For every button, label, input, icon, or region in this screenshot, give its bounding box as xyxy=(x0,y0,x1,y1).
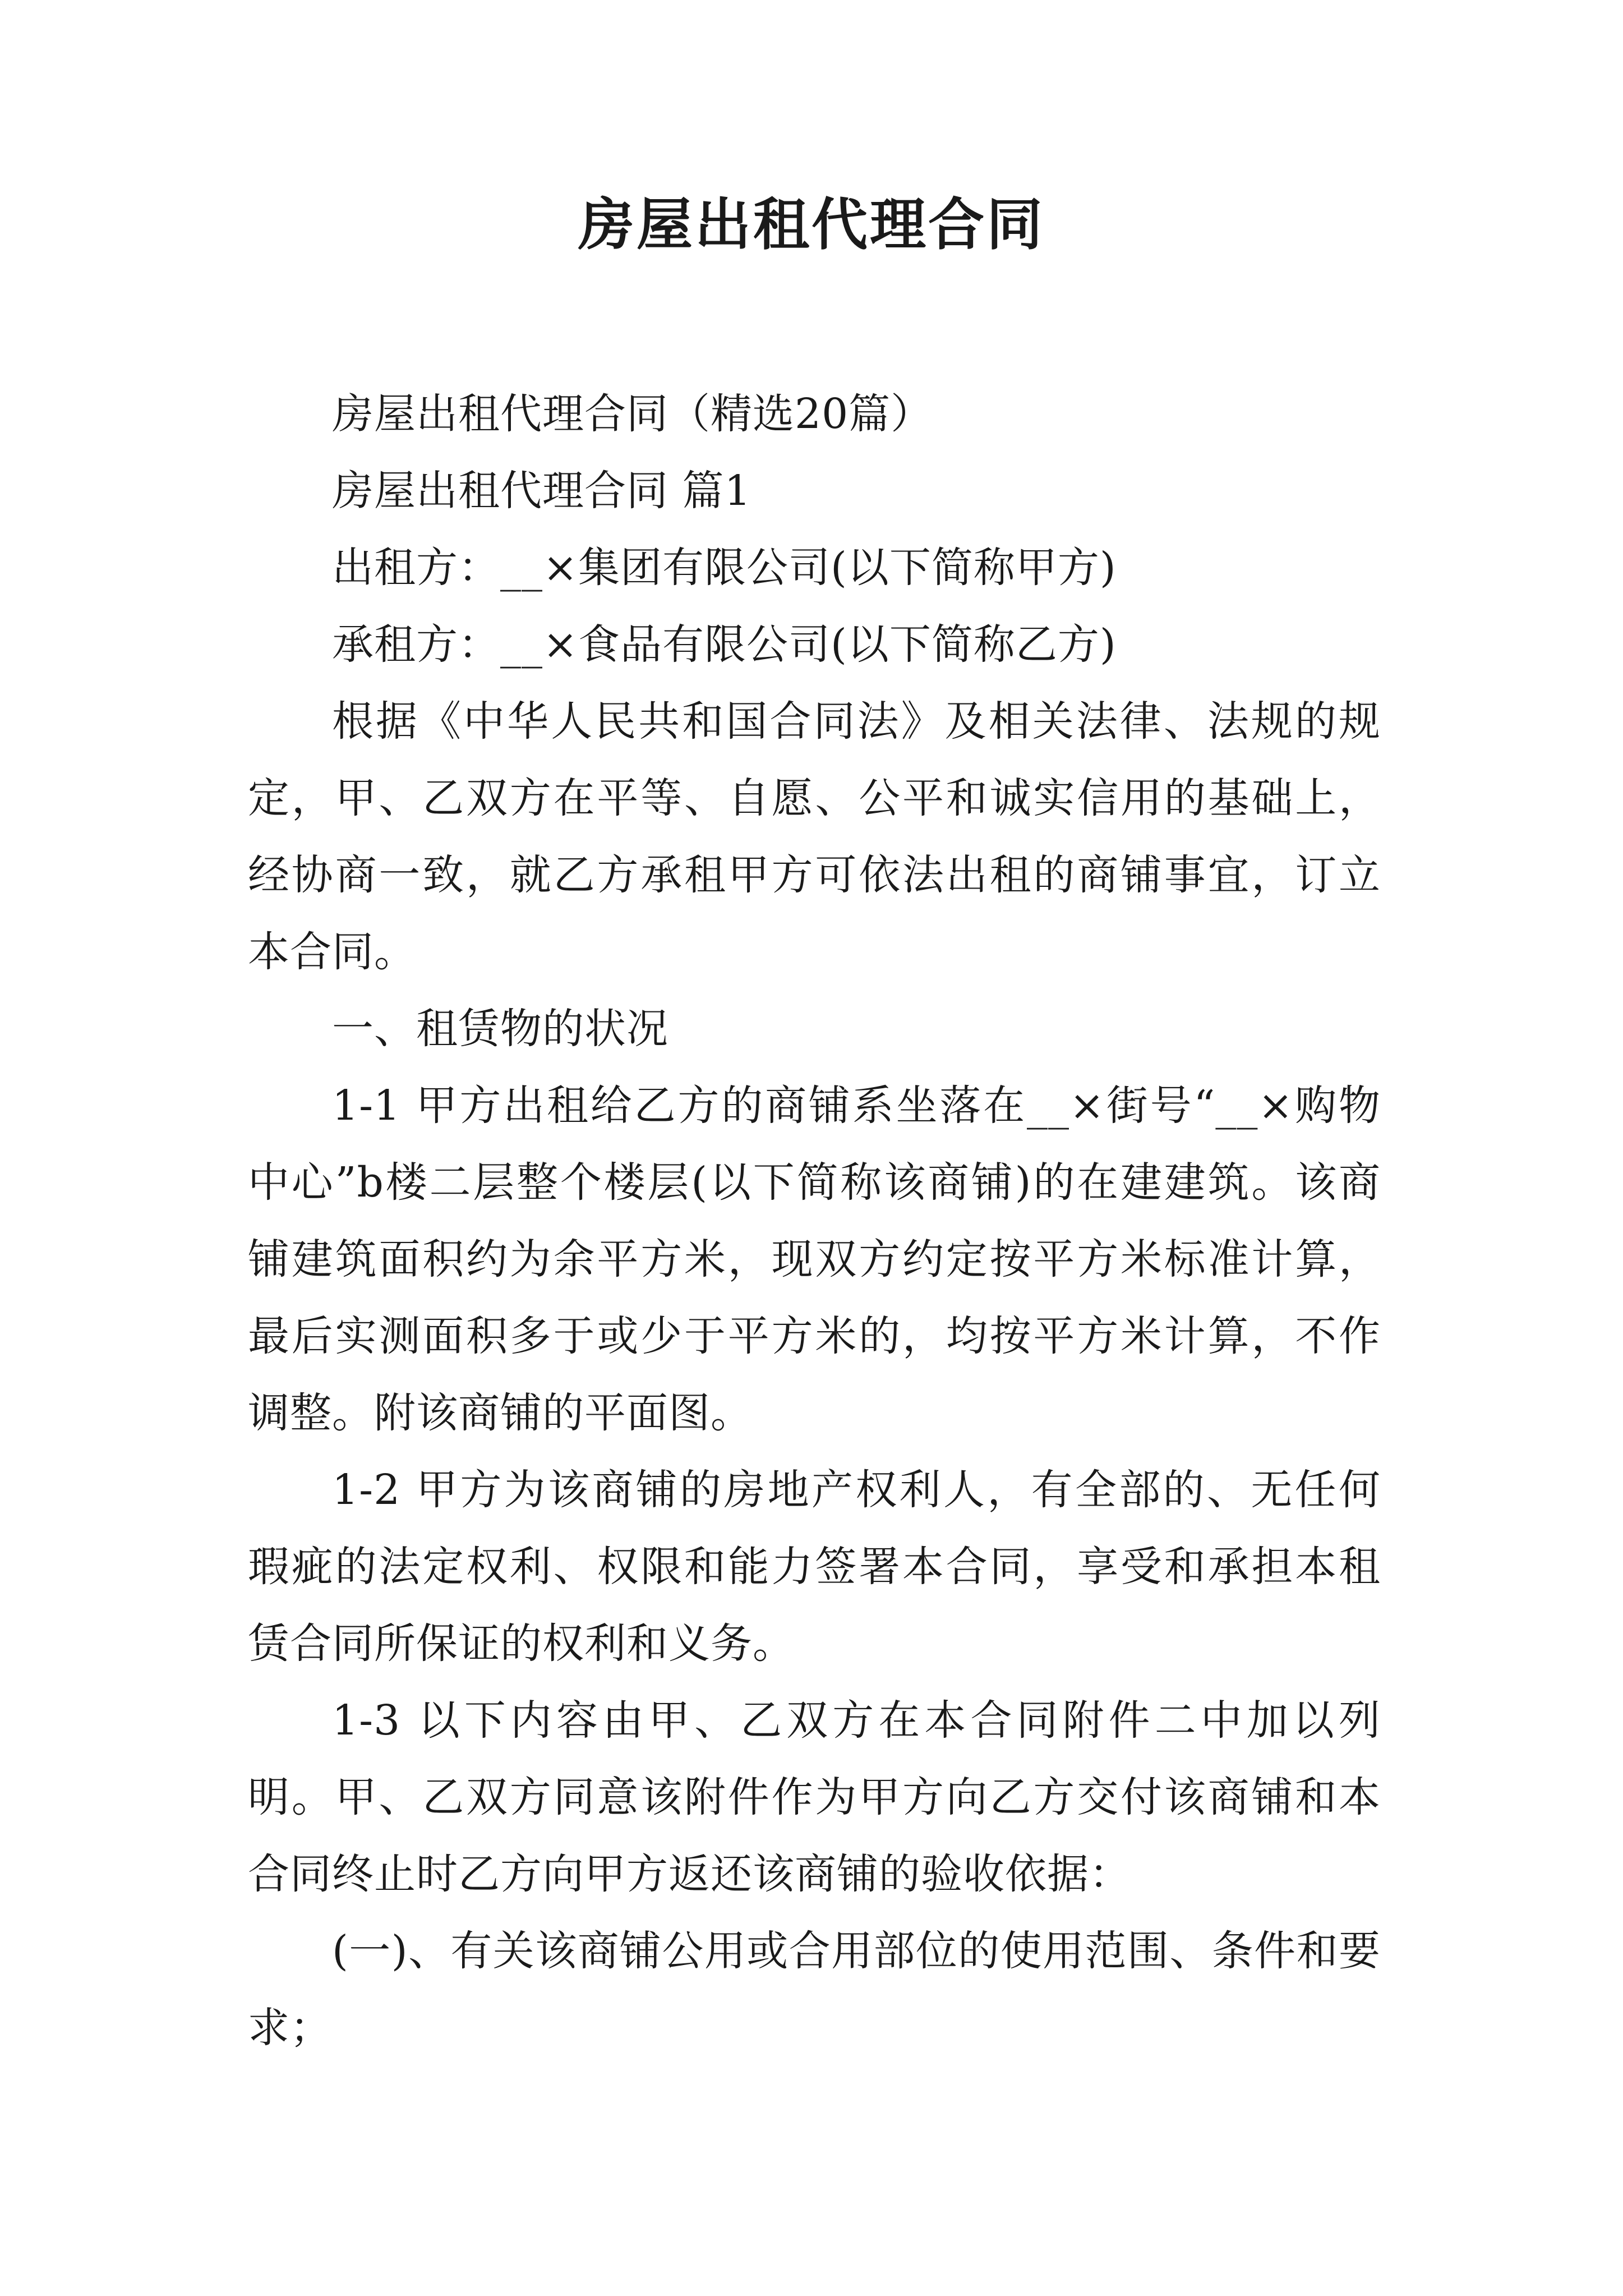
paragraph-preamble: 根据《中华人民共和国合同法》及相关法律、法规的规定，甲、乙双方在平等、自愿、公平和诚实信用的基础上，经协商一致，就乙方承租甲方可依法出租的商铺事宜，订立本合同。 xyxy=(248,697,1381,976)
paragraph-clause-1-1: 1-1 甲方出租给乙方的商铺系坐落在__×街号“__×购物中心”b楼二层整个楼层(以下简称该商铺)的在建建筑。该商铺建筑面积约为余平方米，现双方约定按平方米标准计算，最后实测面积多于或少于平方米的，均按平方米计算，不作调整。附该商铺的平面图。 xyxy=(248,1082,1381,1437)
paragraph-item-1: (一)、有关该商铺公用或合用部位的使用范围、条件和要求； xyxy=(248,1927,1381,2052)
paragraph-subtitle: 房屋出租代理合同（精选20篇） xyxy=(332,390,933,438)
document-title: 房屋出租代理合同 xyxy=(578,191,1045,257)
document-body xyxy=(248,376,1381,2067)
paragraph-clause-1-2: 1-2 甲方为该商铺的房地产权利人，有全部的、无任何瑕疵的法定权利、权限和能力签署本合同，享受和承担本租赁合同所保证的权利和义务。 xyxy=(248,1466,1381,1668)
paragraph-clause-1-3: 1-3 以下内容由甲、乙双方在本合同附件二中加以列明。甲、乙双方同意该附件作为甲方向乙方交付该商铺和本合同终止时乙方向甲方返还该商铺的验收依据： xyxy=(248,1696,1381,1898)
paragraph-lessor: 出租方：__×集团有限公司(以下简称甲方) xyxy=(332,544,1117,592)
paragraph-lessee: 承租方：__×食品有限公司(以下简称乙方) xyxy=(332,620,1117,669)
paragraph-section-heading: 房屋出租代理合同 篇1 xyxy=(332,467,751,515)
paragraph-article-1-heading: 一、租赁物的状况 xyxy=(332,1005,668,1053)
